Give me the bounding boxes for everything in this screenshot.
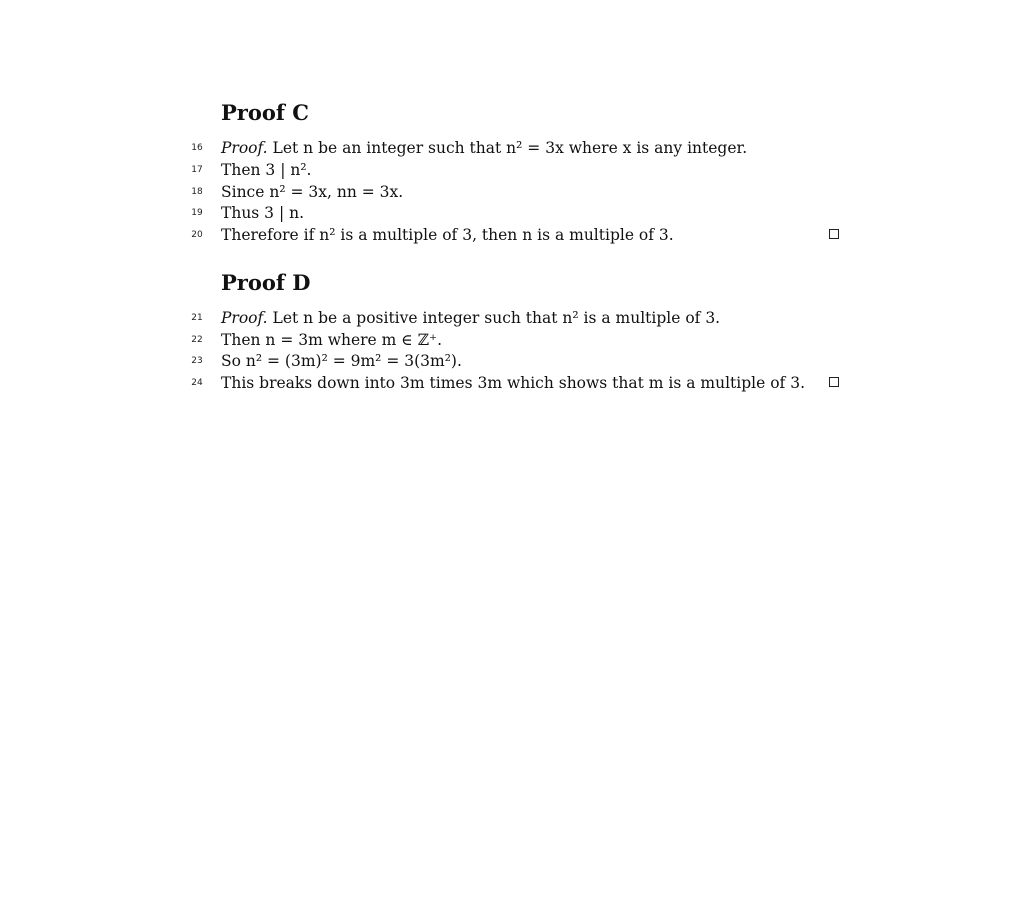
line-text bbox=[221, 137, 747, 159]
line-number: 16 bbox=[191, 143, 203, 153]
line-text: Then 3 | n². bbox=[221, 161, 312, 179]
proof-line bbox=[0, 202, 1024, 224]
proof-label: Proof. bbox=[221, 139, 268, 157]
line-number: 20 bbox=[191, 230, 203, 240]
qed-square-icon bbox=[829, 229, 839, 239]
line-text-rest: Let n be a positive integer such that n² is a multiple of 3. bbox=[267, 309, 721, 327]
proof-line bbox=[0, 159, 1024, 181]
proof-label: Proof. bbox=[221, 309, 268, 327]
proof-line bbox=[0, 307, 1024, 329]
line-text: This breaks down into 3m times 3m which shows that m is a multiple of 3. bbox=[221, 374, 805, 392]
line-text: Therefore if n² is a multiple of 3, then n is a multiple of 3. bbox=[221, 226, 674, 244]
line-number: 19 bbox=[191, 208, 203, 218]
proof-line bbox=[0, 224, 1024, 246]
line-text: So n² = (3m)² = 9m² = 3(3m²). bbox=[221, 352, 462, 370]
line-text: Then n = 3m where m ∈ ℤ⁺. bbox=[221, 331, 443, 349]
proof-line bbox=[0, 137, 1024, 159]
qed-square-icon bbox=[829, 377, 839, 387]
line-number: 24 bbox=[191, 378, 203, 388]
line-text: Thus 3 | n. bbox=[221, 204, 305, 222]
line-number: 23 bbox=[191, 356, 203, 366]
proof-d-title: Proof D bbox=[221, 270, 311, 295]
proof-c-title: Proof C bbox=[221, 100, 309, 125]
line-number: 17 bbox=[191, 165, 203, 175]
line-number: 22 bbox=[191, 335, 203, 345]
proof-line bbox=[0, 372, 1024, 394]
line-text: Since n² = 3x, nn = 3x. bbox=[221, 183, 404, 201]
line-text-rest: Let n be an integer such that n² = 3x where x is any integer. bbox=[267, 139, 748, 157]
proof-line bbox=[0, 329, 1024, 351]
proof-line bbox=[0, 350, 1024, 372]
line-text bbox=[221, 307, 720, 329]
line-number: 18 bbox=[191, 187, 203, 197]
proof-line bbox=[0, 181, 1024, 203]
line-number: 21 bbox=[191, 313, 203, 323]
